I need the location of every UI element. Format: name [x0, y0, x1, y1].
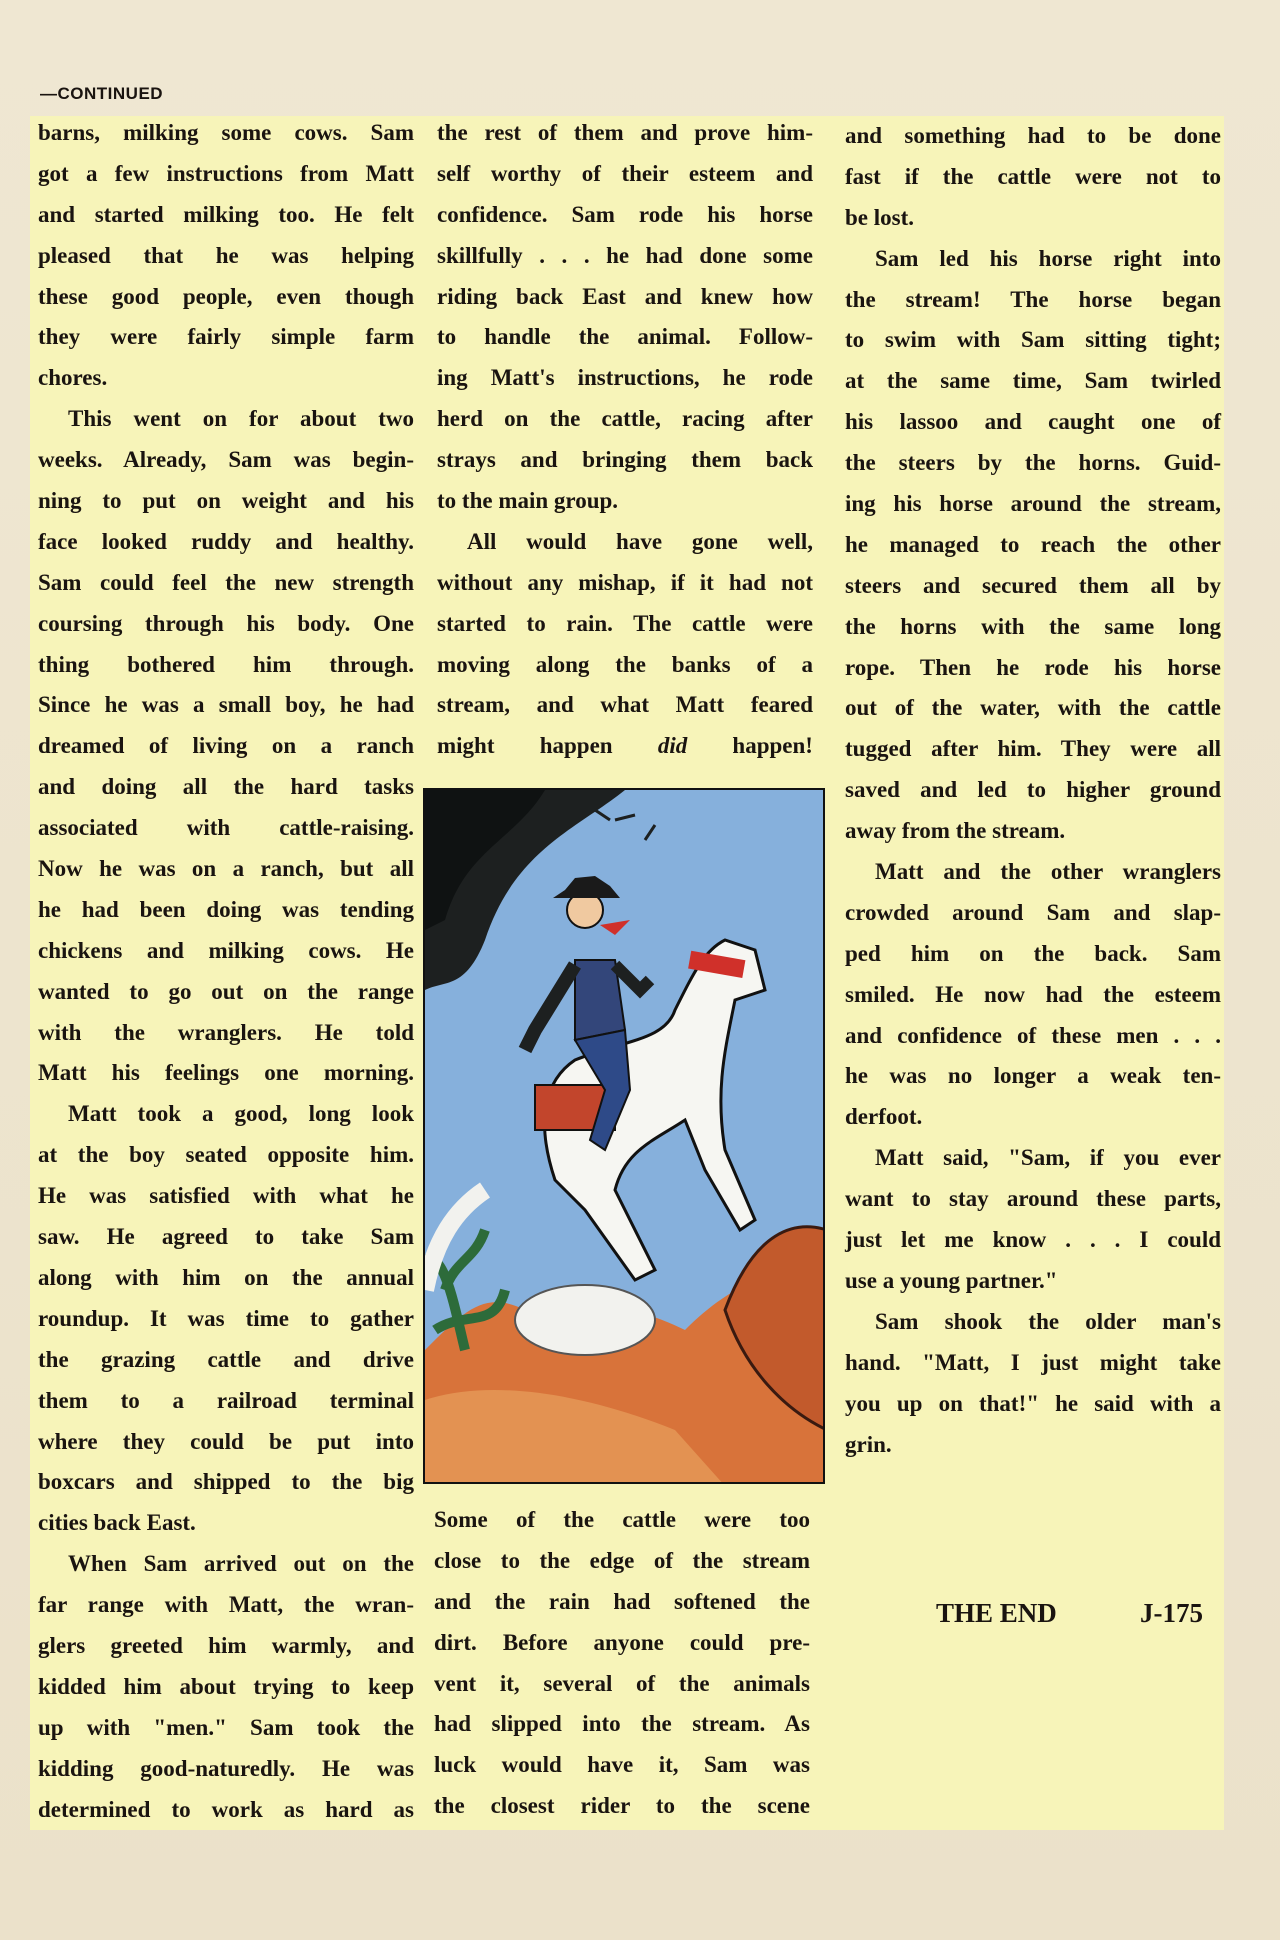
text-line: kidded him about trying to keep [38, 1673, 414, 1699]
text-line: steers and secured them all by [845, 572, 1221, 598]
text-line: Sam shook the older man's [875, 1308, 1221, 1334]
text-line: All would have gone well, [467, 528, 813, 554]
text-line: and something had to be done [845, 123, 1221, 148]
text-line: at the boy seated opposite him. [38, 1142, 414, 1168]
text-line: luck would have it, Sam was [434, 1752, 810, 1778]
text-line: skillfully . . . he had done some [437, 242, 813, 268]
text-line: dirt. Before anyone could pre- [434, 1629, 810, 1655]
text-line: ning to put on weight and his [38, 488, 414, 514]
text-line: Matt his feelings one morning. [38, 1060, 414, 1086]
text-column-1 [38, 113, 414, 1830]
text-line: had slipped into the stream. As [434, 1711, 810, 1737]
continued-label: —CONTINUED [40, 84, 164, 103]
text-line: you up on that!" he said with a [845, 1390, 1221, 1416]
text-line: pleased that he was helping [38, 242, 414, 268]
text-line: Sam could feel the new strength [38, 569, 414, 595]
text-line: close to the edge of the stream [434, 1547, 810, 1573]
text-column-2-bottom [434, 1500, 810, 1827]
text-line: out of the water, with the cattle [845, 695, 1221, 721]
word: happen! [732, 733, 813, 759]
text-line: he managed to reach the other [845, 531, 1221, 557]
text-line: boxcars and shipped to the big [38, 1469, 414, 1495]
text-line: barns, milking some cows. Sam [38, 120, 414, 145]
text-line: crowded around Sam and slap- [845, 899, 1221, 925]
text-line: grin. [845, 1431, 892, 1457]
text-line: ing his horse around the stream, [845, 491, 1221, 517]
text-line: chores. [38, 365, 108, 391]
text-line: use a young partner." [845, 1267, 1058, 1293]
text-line: and confidence of these men . . . [845, 1022, 1221, 1048]
text-line: roundup. It was time to gather [38, 1305, 414, 1331]
text-line: Matt said, "Sam, if you ever [875, 1145, 1221, 1171]
text-line: cities back East. [38, 1510, 196, 1536]
text-line: riding back East and knew how [437, 283, 813, 309]
text-line: hand. "Matt, I just might take [845, 1349, 1221, 1375]
text-line: the horns with the same long [845, 613, 1221, 639]
text-line: his lassoo and caught one of [845, 409, 1221, 435]
illustration-cowboy-on-horse [423, 788, 825, 1484]
text-line: they were fairly simple farm [38, 324, 414, 350]
text-line: confidence. Sam rode his horse [437, 201, 813, 227]
text-line: got a few instructions from Matt [38, 160, 414, 186]
text-line: the stream! The horse began [845, 286, 1221, 312]
text-line: the rest of them and prove him- [437, 120, 813, 145]
text-line: be lost. [845, 204, 914, 230]
text-line: to swim with Sam sitting tight; [845, 327, 1221, 353]
text-line: ped him on the back. Sam [845, 940, 1221, 966]
text-line: smiled. He now had the esteem [845, 981, 1221, 1007]
word: might [437, 733, 495, 759]
text-line: Matt and the other wranglers [875, 859, 1221, 885]
text-line: When Sam arrived out on the [68, 1551, 414, 1577]
text-line: rope. Then he rode his horse [845, 654, 1221, 680]
text-line: and started milking too. He felt [38, 201, 414, 227]
text-line: tugged after him. They were all [845, 736, 1221, 762]
text-line: Some of the cattle were too [434, 1507, 810, 1532]
text-line: wanted to go out on the range [38, 978, 414, 1004]
text-line: dreamed of living on a ranch [38, 733, 414, 759]
text-line: herd on the cattle, racing after [437, 406, 813, 432]
text-line: the steers by the horns. Guid- [845, 450, 1221, 476]
text-line: saw. He agreed to take Sam [38, 1224, 414, 1250]
text-line: ing Matt's instructions, he rode [437, 365, 813, 391]
text-line: fast if the cattle were not to [845, 163, 1221, 189]
text-line: kidding good-naturedly. He was [38, 1755, 414, 1781]
cowboy-illustration [425, 790, 825, 1484]
story-code: J-175 [1140, 1598, 1203, 1628]
text-line: thing bothered him through. [38, 651, 414, 677]
text-line: them to a railroad terminal [38, 1387, 414, 1413]
text-line: face looked ruddy and healthy. [38, 528, 414, 554]
text-line: and the rain had softened the [434, 1588, 810, 1614]
text-line: to the main group. [437, 488, 619, 514]
text-line: derfoot. [845, 1104, 923, 1130]
text-column-2-top [437, 113, 813, 767]
text-line: Matt took a good, long look [68, 1101, 414, 1127]
text-line: these good people, even though [38, 283, 414, 309]
text-line: with the wranglers. He told [38, 1019, 414, 1045]
text-line: the grazing cattle and drive [38, 1346, 414, 1372]
the-end-label: THE END [936, 1598, 1057, 1628]
text-line: along with him on the annual [38, 1264, 414, 1290]
text-line: without any mishap, if it had not [437, 569, 813, 595]
text-line: weeks. Already, Sam was begin- [38, 447, 414, 473]
text-line: up with "men." Sam took the [38, 1714, 414, 1740]
text-line: stream, and what Matt feared [437, 692, 813, 718]
text-line: saved and led to higher ground [845, 777, 1221, 803]
text-line: strays and bringing them back [437, 447, 813, 473]
text-line: moving along the banks of a [437, 651, 813, 677]
word: happen [539, 733, 613, 759]
text-line [437, 726, 813, 767]
text-line: where they could be put into [38, 1428, 414, 1454]
italic-word: did [657, 733, 688, 759]
text-line: the closest rider to the scene [434, 1793, 810, 1819]
text-line: want to stay around these parts, [845, 1186, 1221, 1212]
text-line: chickens and milking cows. He [38, 937, 414, 963]
text-line: to handle the animal. Follow- [437, 324, 813, 350]
text-line: at the same time, Sam twirled [845, 368, 1221, 394]
text-column-3 [845, 116, 1221, 1465]
text-line: determined to work as hard as [38, 1796, 414, 1822]
text-line: started to rain. The cattle were [437, 610, 813, 636]
text-line: associated with cattle-raising. [38, 815, 414, 841]
text-line: This went on for about two [68, 406, 414, 432]
text-line: away from the stream. [845, 818, 1066, 844]
text-line: Sam led his horse right into [875, 245, 1221, 271]
text-line: and doing all the hard tasks [38, 774, 414, 800]
text-line: coursing through his body. One [38, 610, 414, 636]
text-line: just let me know . . . I could [845, 1227, 1221, 1253]
text-line: far range with Matt, the wran- [38, 1592, 414, 1618]
text-line: self worthy of their esteem and [437, 160, 813, 186]
text-line: He was satisfied with what he [38, 1183, 414, 1209]
text-line: Now he was on a ranch, but all [38, 856, 414, 882]
text-line: vent it, several of the animals [434, 1670, 810, 1696]
text-line: he had been doing was tending [38, 896, 414, 922]
text-line: he was no longer a weak ten- [845, 1063, 1221, 1089]
text-line: Since he was a small boy, he had [38, 692, 414, 718]
text-line: glers greeted him warmly, and [38, 1632, 414, 1658]
